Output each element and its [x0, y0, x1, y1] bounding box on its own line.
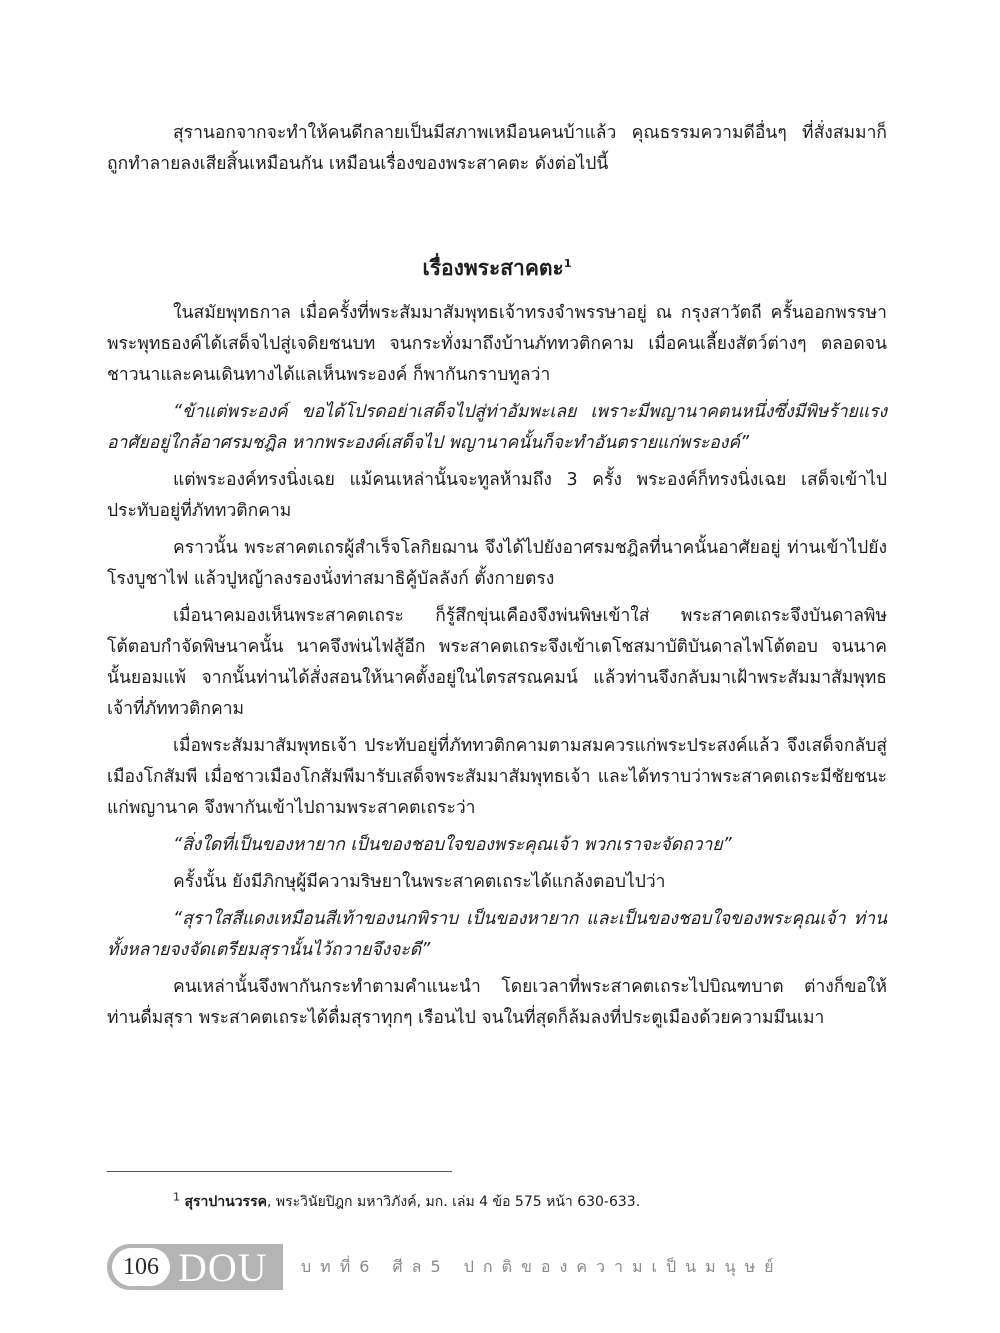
story-paragraph: ครั้งนั้น ยังมีภิกษุผู้มีความริษยาในพระสาคตเถระได้แกล้งตอบไปว่า	[173, 872, 666, 892]
story-heading	[107, 252, 887, 284]
page-badge	[107, 1244, 283, 1290]
story-paragraph: คราวนั้น พระสาคตเถรผู้สำเร็จโลกิยฌาน จึงได้ไปยังอาศรมชฎิลที่นาคนั้นอาศัยอยู่ ท่านเข้าไปยังโรงบูชาไฟ แล้วปูหญ้าลงรองนั่งท่าสมาธิคู้บัลลังก์ ตั้งกายตรง	[107, 538, 887, 589]
footnote-divider	[107, 1171, 452, 1172]
footnote-bold-title: สุราปานวรรค	[184, 1194, 267, 1210]
story-paragraph: แต่พระองค์ทรงนิ่งเฉย แม้คนเหล่านั้นจะทูลห้ามถึง 3 ครั้ง พระองค์ก็ทรงนิ่งเฉย เสด็จเข้าไปประทับอยู่ที่ภัททวติกคาม	[107, 470, 887, 521]
page-footer	[107, 1244, 783, 1290]
story-paragraph: เมื่อนาคมองเห็นพระสาคตเถระ ก็รู้สึกขุ่นเคืองจึงพ่นพิษเข้าใส่ พระสาคตเถระจึงบันดาลพิษโต้ตอบกำจัดพิษนาคนั้น นาคจึงพ่นไฟสู้อีก พระสาคตเถระจึงเข้าเตโชสมาบัติบันดาลไฟโต้ตอบ จนนาคนั้นยอมแพ้ จากนั้นท่านได้สั่งสอนให้นาคตั้งอยู่ในไตรสรณคมน์ แล้วท่านจึงกลับมาเฝ้าพระสัมมาสัมพุทธเจ้าที่ภัททวติกคาม	[107, 606, 887, 719]
quote-paragraph: “ข้าแต่พระองค์ ขอได้โปรดอย่าเสด็จไปสู่ท่าอัมพะเลย เพราะมีพญานาคตนหนึ่งซึ่งมีพิษร้ายแรงอาศัยอยู่ใกล้อาศรมชฎิล หากพระองค์เสด็จไป พญานาคนั้นก็จะทำอันตรายแก่พระองค์”	[107, 402, 887, 453]
brand-logo-text: DOU	[178, 1244, 268, 1290]
footnote	[173, 1192, 640, 1212]
story-paragraph: คนเหล่านั้นจึงพากันกระทำตามคำแนะนำ โดยเวลาที่พระสาคตเถระไปบิณฑบาต ต่างก็ขอให้ท่านดื่มสุรา พระสาคตเถระได้ดื่มสุราทุกๆ เรือนไป จนในที่สุดก็ล้มลงที่ประตูเมืองด้วยความมึนเมา	[107, 977, 887, 1028]
quote-paragraph: “สุราใสสีแดงเหมือนสีเท้าของนกพิราบ เป็นของหายาก และเป็นของชอบใจของพระคุณเจ้า ท่านทั้งหลายจงจัดเตรียมสุรานั้นไว้ถวายจึงจะดี”	[107, 909, 887, 960]
heading-footnote-ref: 1	[563, 257, 572, 270]
story-paragraph: เมื่อพระสัมมาสัมพุทธเจ้า ประทับอยู่ที่ภัททวติกคามตามสมควรแก่พระประสงค์แล้ว จึงเสด็จกลับสู่เมืองโกสัมพี เมื่อชาวเมืองโกสัมพีมารับเสด็จพระสัมมาสัมพุทธเจ้า และได้ทราบว่าพระสาคตเถระมีชัยชนะแก่พญานาค จึงพากันเข้าไปถามพระสาคตเถระว่า	[107, 736, 887, 818]
chapter-title: บทที่6 ศีล5 ปกติของความเป็นมนุษย์	[301, 1256, 783, 1276]
page-number: 106	[112, 1248, 170, 1286]
story-paragraph: ในสมัยพุทธกาล เมื่อครั้งที่พระสัมมาสัมพุทธเจ้าทรงจำพรรษาอยู่ ณ กรุงสาวัตถี ครั้นออกพรรษา พระพุทธองค์ได้เสด็จไปสู่เจดิยชนบท จนกระทั่งมาถึงบ้านภัททวติกคาม เมื่อคนเลี้ยงสัตว์ต่างๆ ตลอดจนชาวนาและคนเดินทางได้แลเห็นพระองค์ ก็พากันกราบทูลว่า	[107, 303, 887, 385]
body-text	[107, 118, 887, 1034]
intro-paragraph: สุรานอกจากจะทำให้คนดีกลายเป็นมีสภาพเหมือนคนบ้าแล้ว คุณธรรมความดีอื่นๆ ที่สั่งสมมาก็ถูกทำลายลงเสียสิ้นเหมือนกัน เหมือนเรื่องของพระสาคตะ ดังต่อไปนี้	[107, 123, 887, 174]
footnote-citation: , พระวินัยปิฎก มหาวิภังค์, มก. เล่ม 4 ข้อ 575 หน้า 630-633.	[266, 1194, 641, 1210]
footnote-number: 1	[173, 1190, 180, 1204]
heading-text: เรื่องพระสาคตะ	[422, 256, 564, 280]
quote-paragraph: “สิ่งใดที่เป็นของหายาก เป็นของชอบใจของพระคุณเจ้า พวกเราจะจัดถวาย”	[173, 835, 732, 855]
